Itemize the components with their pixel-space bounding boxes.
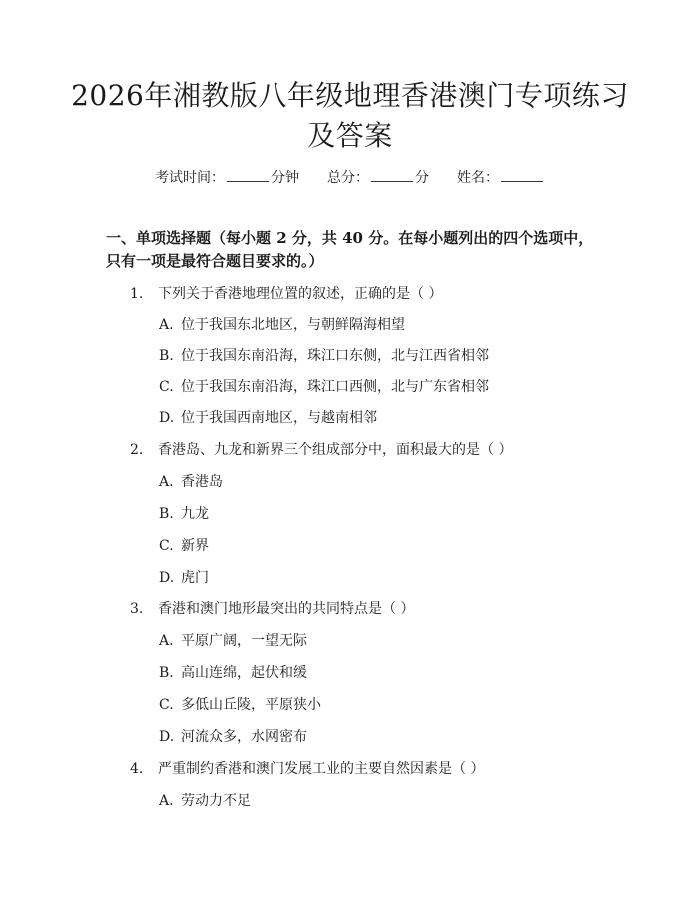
option-text: 新界 <box>181 538 209 554</box>
question-3-option-c <box>159 695 321 715</box>
option-text: 劳动力不足 <box>181 793 251 809</box>
option-text: 位于我国东南沿海，珠江口西侧，北与广东省相邻 <box>181 379 489 395</box>
total-score-unit: 分 <box>415 170 429 186</box>
question-text: 香港岛、九龙和新界三个组成部分中，面积最大的是（ ） <box>158 442 513 458</box>
question-1-option-a <box>159 315 405 335</box>
option-letter: C. <box>159 379 174 395</box>
question-3-option-b <box>159 663 307 683</box>
student-name-blank <box>501 166 543 182</box>
student-name-field <box>457 166 545 189</box>
question-2 <box>130 440 512 460</box>
question-number: 4. <box>130 761 144 777</box>
question-1-option-c <box>159 377 489 397</box>
option-letter: C. <box>159 697 174 713</box>
option-text: 位于我国东南沿海，珠江口东侧，北与江西省相邻 <box>181 348 489 364</box>
total-score-label: 总分： <box>327 170 369 186</box>
question-2-option-b <box>159 504 209 524</box>
question-2-option-d <box>159 568 209 588</box>
question-number: 1. <box>130 286 144 302</box>
option-letter: B. <box>159 506 174 522</box>
question-2-option-a <box>159 472 223 492</box>
option-letter: D. <box>159 570 175 586</box>
option-letter: A. <box>159 633 174 649</box>
option-text: 香港岛 <box>181 474 223 490</box>
exam-info-row <box>0 166 700 189</box>
question-3-option-d <box>159 727 307 747</box>
question-number: 3. <box>130 601 144 617</box>
exam-time-field <box>155 166 299 189</box>
option-text: 九龙 <box>181 506 209 522</box>
document-title: 2026年湘教版八年级地理香港澳门专项练习及答案 <box>71 79 629 152</box>
question-3 <box>130 599 414 619</box>
option-text: 虎门 <box>181 570 209 586</box>
question-number: 2. <box>130 442 144 458</box>
question-1 <box>130 284 442 304</box>
question-2-option-c <box>159 536 209 556</box>
question-4-option-a <box>159 791 251 811</box>
question-4 <box>130 759 484 779</box>
option-text: 多低山丘陵，平原狭小 <box>181 697 321 713</box>
option-letter: D. <box>159 729 175 745</box>
option-text: 河流众多，水网密布 <box>181 729 307 745</box>
option-text: 位于我国东北地区，与朝鲜隔海相望 <box>181 317 405 333</box>
option-letter: D. <box>159 410 175 426</box>
option-letter: B. <box>159 348 174 364</box>
total-score-blank <box>371 166 413 182</box>
option-text: 位于我国西南地区，与越南相邻 <box>181 410 377 426</box>
option-text: 平原广阔，一望无际 <box>181 633 307 649</box>
option-text: 高山连绵，起伏和缓 <box>181 665 307 681</box>
option-letter: A. <box>159 317 174 333</box>
question-1-option-d <box>159 408 377 428</box>
option-letter: B. <box>159 665 174 681</box>
student-name-label: 姓名： <box>457 170 499 186</box>
question-text: 下列关于香港地理位置的叙述，正确的是（ ） <box>158 286 443 302</box>
section-heading: 一、单项选择题（每小题 2 分，共 40 分。在每小题列出的四个选项中，只有一项是最符合题目要求的。） <box>106 229 594 270</box>
option-letter: A. <box>159 793 174 809</box>
question-text: 严重制约香港和澳门发展工业的主要自然因素是（ ） <box>158 761 485 777</box>
question-1-option-b <box>159 346 489 366</box>
exam-time-label: 考试时间： <box>155 170 225 186</box>
option-letter: C. <box>159 538 174 554</box>
exam-time-unit: 分钟 <box>271 170 299 186</box>
option-letter: A. <box>159 474 174 490</box>
exam-time-blank <box>227 166 269 182</box>
question-text: 香港和澳门地形最突出的共同特点是（ ） <box>158 601 415 617</box>
total-score-field <box>327 166 429 189</box>
question-3-option-a <box>159 631 307 651</box>
